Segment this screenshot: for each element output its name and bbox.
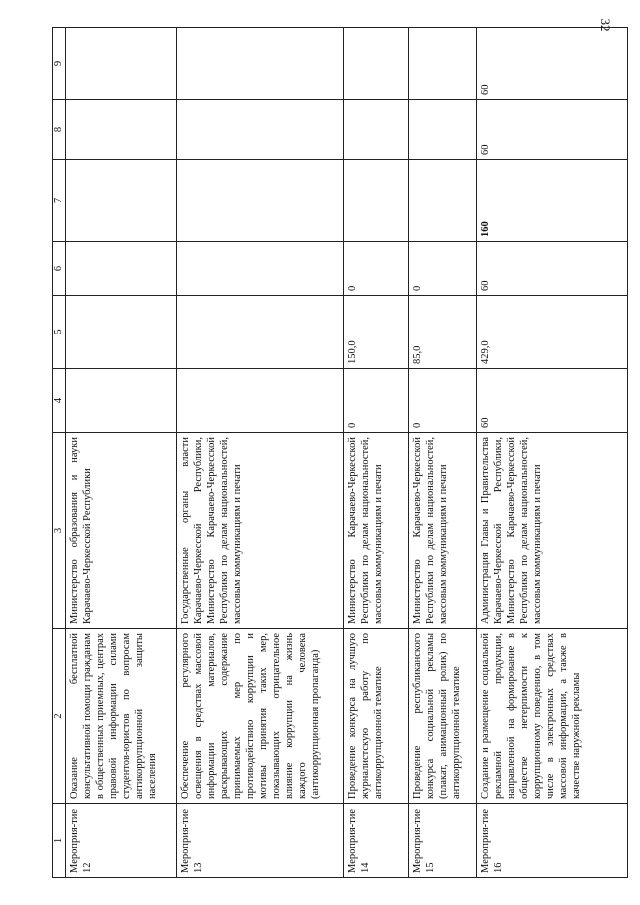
value-cell: [177, 100, 344, 160]
header-cell: 8: [53, 100, 66, 160]
header-cell: 5: [53, 296, 66, 369]
value-cell: 0: [409, 242, 477, 296]
value-cell: [66, 242, 177, 296]
value-cell: [66, 100, 177, 160]
header-cell: 9: [53, 28, 66, 100]
value-cell: 160: [477, 160, 628, 242]
description-cell: Проведение конкурса на лучшую журналистскую работу по антикоррупционной тематике: [344, 629, 409, 804]
executor-cell: Администрация Главы и Правительства Карачаево-Черкесской Республики, Министерство Карачаево-Черкесской Республики по делам национальностей, массовым коммуникациям и печати: [477, 433, 628, 629]
executor-cell: Министерство образования и науки Карачаево-Черкесской Республики: [66, 433, 177, 629]
value-cell: [344, 160, 409, 242]
value-cell: [409, 100, 477, 160]
header-cell: 1: [53, 804, 66, 878]
rotated-page: [52, 28, 618, 878]
page-number: 32: [598, 18, 613, 32]
value-cell: 60: [477, 242, 628, 296]
value-cell: 0: [344, 242, 409, 296]
value-cell: [177, 369, 344, 433]
header-cell: 2: [53, 629, 66, 804]
value-cell: [344, 28, 409, 100]
program-table: [52, 27, 628, 878]
header-cell: 3: [53, 433, 66, 629]
executor-cell: Министерство Карачаево-Черкесской Республики по делам национальностей, массовым коммуникациям и печати: [344, 433, 409, 629]
value-cell: 60: [477, 100, 628, 160]
value-cell: [409, 28, 477, 100]
value-cell: 0: [409, 369, 477, 433]
value-cell: [177, 296, 344, 369]
header-cell: 4: [53, 369, 66, 433]
value-cell: 429,0: [477, 296, 628, 369]
value-cell: 60: [477, 28, 628, 100]
description-cell: Проведение республиканского конкурса социальной рекламы (плакат, анимационный ролик) по антикоррупционной тематике: [409, 629, 477, 804]
table-header-row: [53, 28, 66, 878]
value-cell: [177, 242, 344, 296]
table-row: [344, 28, 409, 878]
value-cell: [409, 160, 477, 242]
value-cell: 150,0: [344, 296, 409, 369]
value-cell: [177, 160, 344, 242]
value-cell: [177, 28, 344, 100]
value-cell: [66, 296, 177, 369]
value-cell: [66, 369, 177, 433]
event-cell: Мероприя-тие 16: [477, 804, 628, 878]
value-cell: 0: [344, 369, 409, 433]
value-cell: [66, 160, 177, 242]
value-cell: 60: [477, 369, 628, 433]
table-row: [177, 28, 344, 878]
description-cell: Создание и размещение социальной рекламной продукции, направленной на формирование в обществе нетерпимости к коррупционному поведению, в том числе в электронных средствах массовой информации, а также в качестве наружной рекламы: [477, 629, 628, 804]
header-cell: 7: [53, 160, 66, 242]
value-cell: 85,0: [409, 296, 477, 369]
description-cell: Обеспечение регулярного освещения в средствах массовой информации материалов, раскрывающих содержание принимаемых мер по противодействию коррупции и мотивы принятия таких мер, показывающих отрицательное влияние коррупции на жизнь каждого человека (антикоррупционная пропаганда): [177, 629, 344, 804]
table-row: [409, 28, 477, 878]
event-cell: Мероприя-тие 12: [66, 804, 177, 878]
event-cell: Мероприя-тие 13: [177, 804, 344, 878]
table-row: [477, 28, 628, 878]
description-cell: Оказание бесплатной консультативной помощи гражданам в общественных приемных, центрах правовой информации силами студентов-юристов по вопросам антикоррупционной защиты населения: [66, 629, 177, 804]
event-cell: Мероприя-тие 15: [409, 804, 477, 878]
table-row: [66, 28, 177, 878]
value-cell: [66, 28, 177, 100]
executor-cell: Государственные органы власти Карачаево-Черкесской Республики, Министерство Карачаево-Черкесской Республики по делам национальностей, массовым коммуникациям и печати: [177, 433, 344, 629]
header-cell: 6: [53, 242, 66, 296]
executor-cell: Министерство Карачаево-Черкесской Республики по делам национальностей, массовым коммуникациям и печати: [409, 433, 477, 629]
event-cell: Мероприя-тие 14: [344, 804, 409, 878]
value-cell: [344, 100, 409, 160]
